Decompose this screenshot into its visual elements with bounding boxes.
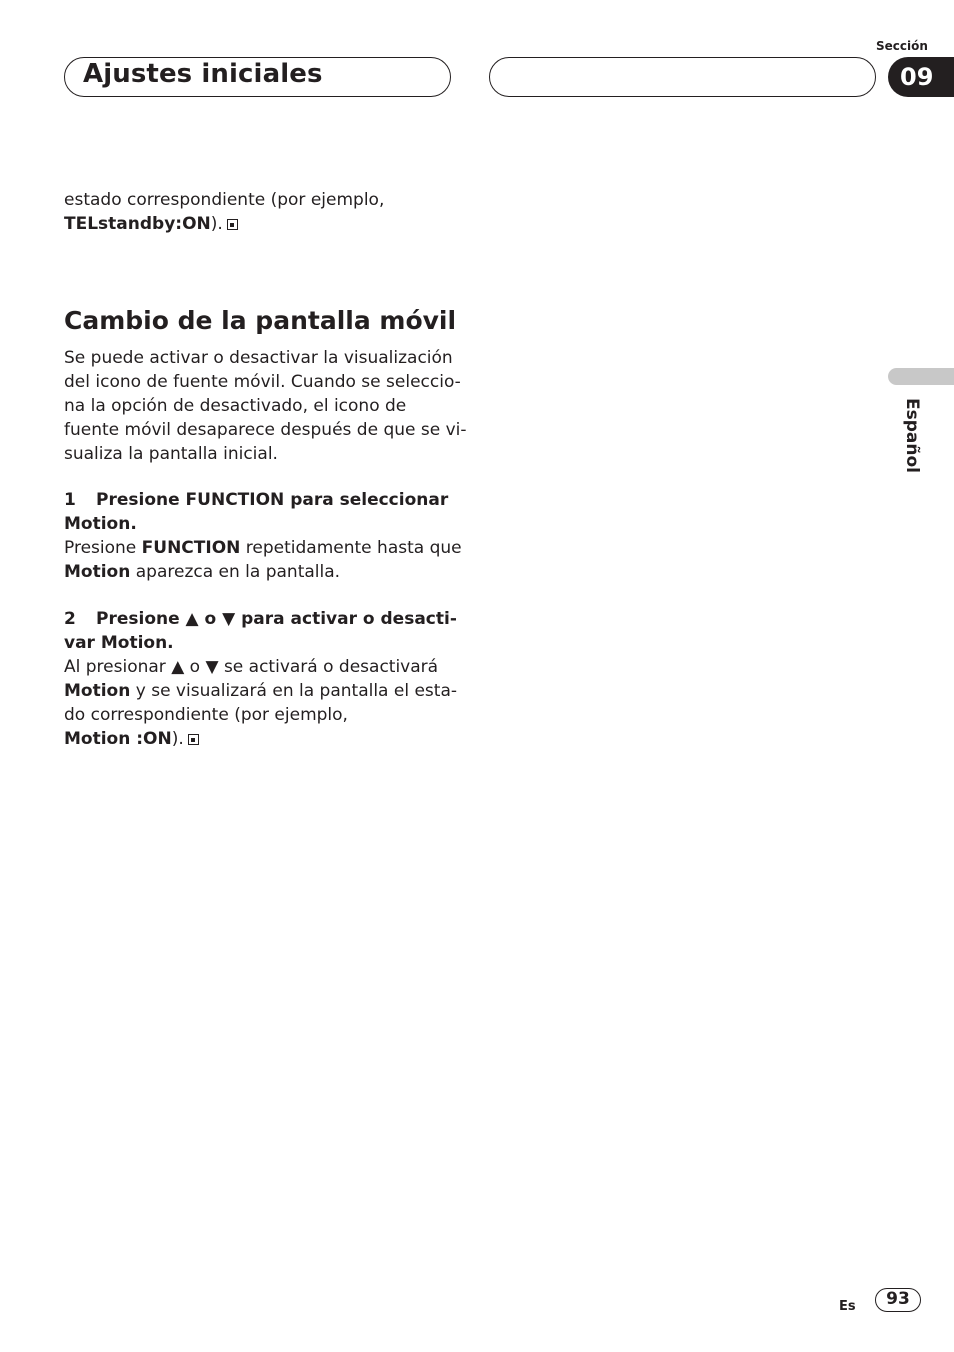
step-1-title [64, 488, 448, 512]
end-mark-icon [188, 734, 199, 745]
step-2-text: y se visualizará en la pantalla el esta- [130, 681, 457, 701]
step-1-body-line2 [64, 560, 340, 584]
step-2-number: 2 [64, 609, 76, 629]
paragraph-line: fuente móvil desaparece después de que se vi- [64, 420, 467, 440]
step-1-number: 1 [64, 490, 76, 510]
intro-line: estado correspondiente (por ejemplo, [64, 190, 385, 210]
paragraph-line: na la opción de desactivado, el icono de [64, 396, 407, 416]
step-2-body-line2 [64, 679, 457, 703]
header-empty-box [489, 57, 876, 97]
section-label: Sección [876, 39, 928, 53]
step-1-keyword: Motion [64, 562, 131, 582]
language-label: Español [902, 398, 922, 473]
page-title: Ajustes iniciales [83, 59, 323, 89]
step-1-keyword: FUNCTION [141, 538, 241, 558]
step-2-text: ). [171, 729, 184, 749]
paragraph-line: del icono de fuente móvil. Cuando se seleccio- [64, 372, 461, 392]
step-2-keyword: Motion :ON [64, 729, 172, 749]
intro-after: ). [210, 214, 223, 234]
step-2-title [64, 607, 457, 631]
step-1-text: aparezca en la pantalla. [130, 562, 341, 582]
section-heading: Cambio de la pantalla móvil [64, 306, 457, 335]
paragraph-line: Se puede activar o desactivar la visualización [64, 348, 453, 368]
step-1-text: Presione [64, 538, 142, 558]
step-2-body-line3: do correspondiente (por ejemplo, [64, 705, 348, 725]
step-1-text: repetidamente hasta que [240, 538, 462, 558]
step-2-title-line2: var Motion. [64, 633, 174, 653]
step-1-title-line1: Presione FUNCTION para seleccionar [96, 490, 449, 510]
intro-line-2 [64, 212, 238, 236]
end-mark-icon [227, 219, 238, 230]
step-1-title-line2: Motion. [64, 514, 137, 534]
footer-language: Es [839, 1299, 856, 1314]
intro-code: TELstandby:ON [64, 214, 211, 234]
language-tab [888, 368, 954, 385]
page-number: 93 [875, 1288, 921, 1312]
paragraph-line: sualiza la pantalla inicial. [64, 444, 278, 464]
step-2-title-line1: Presione ▲ o ▼ para activar o desacti- [96, 609, 457, 629]
header-title-box [64, 57, 451, 97]
step-1-body-line1 [64, 536, 462, 560]
step-2-body-line1: Al presionar ▲ o ▼ se activará o desactivará [64, 657, 439, 677]
section-number: 09 [888, 57, 954, 97]
step-2-keyword: Motion [64, 681, 131, 701]
step-2-body-line4 [64, 727, 199, 751]
